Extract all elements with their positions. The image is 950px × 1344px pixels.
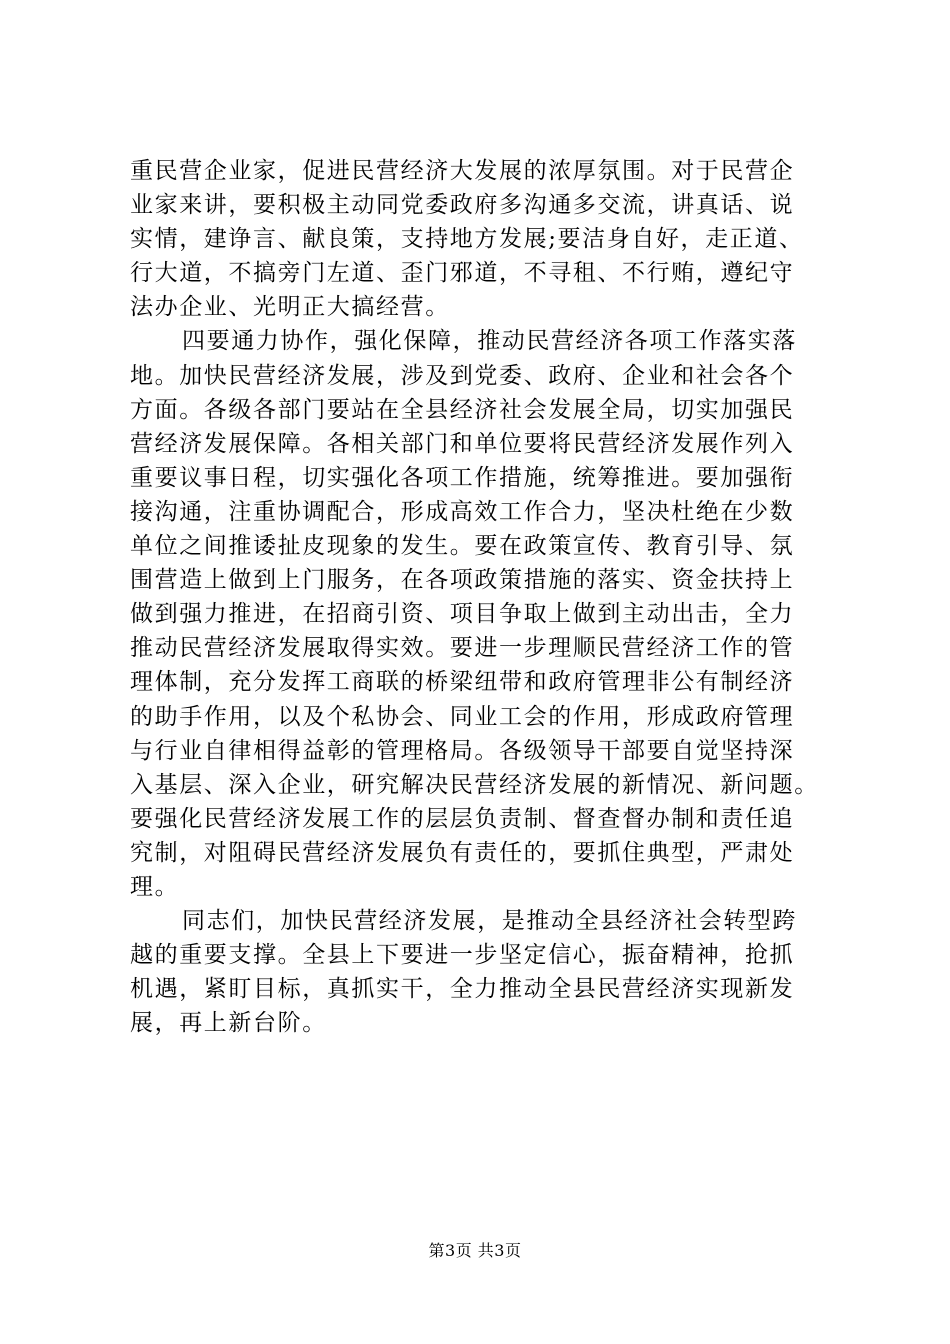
text-line: 理。: [130, 873, 180, 900]
text-line: 法办企业、光明正大搞经营。: [130, 294, 450, 321]
text-line: 同志们，加快民营经济发展，是推动全县经济社会转型跨: [182, 908, 797, 935]
paragraph-3: [130, 904, 850, 1040]
text-line: 业家来讲，要积极主动同党委政府多沟通多交流，讲真话、说: [130, 192, 795, 219]
text-line: 重民营企业家，促进民营经济大发展的浓厚氛围。对于民营企: [130, 158, 795, 184]
text-line: 究制，对阻碍民营经济发展负有责任的，要抓住典型，严肃处: [130, 839, 795, 866]
text-line: 与行业自律相得益彰的管理格局。各级领导干部要自觉坚持深: [130, 737, 795, 764]
text-line: 营经济发展保障。各相关部门和单位要将民营经济发展作列入: [130, 430, 795, 457]
page-footer: [0, 1240, 950, 1262]
text-line: 越的重要支撑。全县上下要进一步坚定信心，振奋精神，抢抓: [130, 942, 795, 969]
page-number-label: 第3页 共3页: [428, 1241, 522, 1260]
paragraph-2: [130, 324, 850, 904]
text-line: 机遇，紧盯目标，真抓实干，全力推动全县民营经济实现新发: [130, 976, 795, 1003]
text-line: 地。加快民营经济发展，涉及到党委、政府、企业和社会各个: [130, 362, 795, 389]
paragraph-1: [130, 154, 850, 324]
text-line: 四要通力协作，强化保障，推动民营经济各项工作落实落: [182, 328, 797, 355]
text-line: 推动民营经济发展取得实效。要进一步理顺民营经济工作的管: [130, 635, 795, 662]
text-line: 理体制，充分发挥工商联的桥梁纽带和政府管理非公有制经济: [130, 669, 795, 696]
text-line: 接沟通，注重协调配合，形成高效工作合力，坚决杜绝在少数: [130, 498, 795, 525]
text-line: 展，再上新台阶。: [130, 1010, 327, 1037]
text-line: 做到强力推进，在招商引资、项目争取上做到主动出击，全力: [130, 601, 795, 628]
text-line: 的助手作用，以及个私协会、同业工会的作用，形成政府管理: [130, 703, 795, 730]
text-line: 重要议事日程，切实强化各项工作措施，统筹推进。要加强衔: [130, 464, 795, 491]
text-line: 围营造上做到上门服务，在各项政策措施的落实、资金扶持上: [130, 567, 795, 594]
document-body: [130, 154, 850, 1040]
text-line: 方面。各级各部门要站在全县经济社会发展全局，切实加强民: [130, 396, 795, 423]
text-line: 实情，建诤言、献良策，支持地方发展;要洁身自好，走正道、: [130, 226, 804, 253]
text-line: 入基层、深入企业，研究解决民营经济发展的新情况、新问题。: [130, 771, 819, 798]
text-line: 行大道，不搞旁门左道、歪门邪道，不寻租、不行贿，遵纪守: [130, 260, 795, 287]
text-line: 单位之间推诿扯皮现象的发生。要在政策宣传、教育引导、氛: [130, 533, 795, 560]
text-line: 要强化民营经济发展工作的层层负责制、督查督办制和责任追: [130, 805, 795, 832]
